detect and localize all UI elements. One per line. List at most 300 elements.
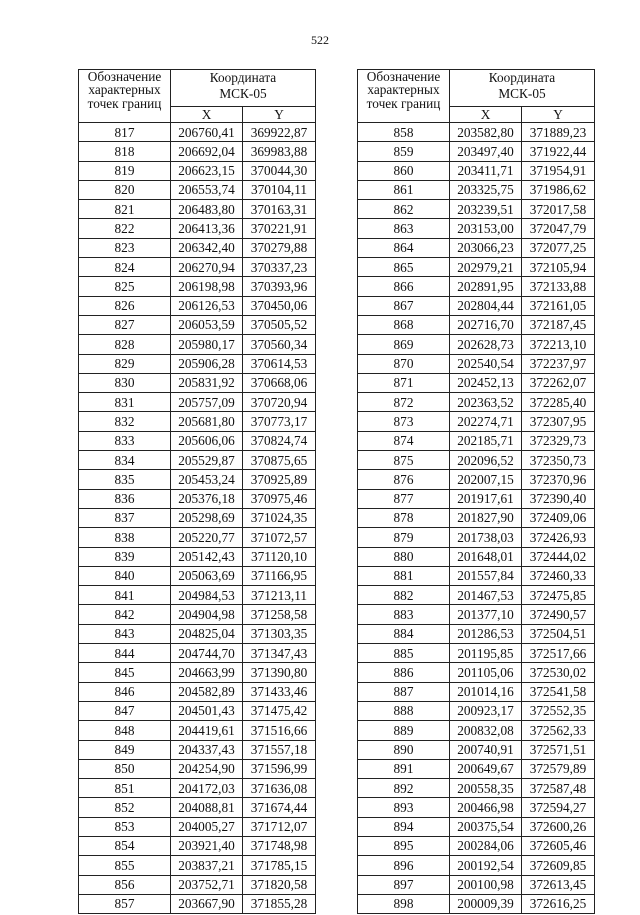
point-number-cell: 853 <box>79 817 171 836</box>
x-coordinate-cell: 202452,13 <box>450 373 522 392</box>
table-row <box>358 721 595 740</box>
y-coordinate-cell: 372541,58 <box>522 682 595 701</box>
y-coordinate-cell: 372562,33 <box>522 721 595 740</box>
x-coordinate-cell: 202185,71 <box>450 431 522 450</box>
x-coordinate-cell: 201014,16 <box>450 682 522 701</box>
x-coordinate-cell: 203239,51 <box>450 200 522 219</box>
point-number-cell: 874 <box>358 431 450 450</box>
y-coordinate-cell: 372571,51 <box>522 740 595 759</box>
point-number-cell: 868 <box>358 315 450 334</box>
point-number-cell: 825 <box>79 277 171 296</box>
x-coordinate-cell: 201557,84 <box>450 566 522 585</box>
table-row <box>358 894 595 913</box>
coordinate-system-header <box>450 70 595 107</box>
point-number-cell: 817 <box>79 123 171 142</box>
y-coordinate-cell: 371954,91 <box>522 161 595 180</box>
y-coordinate-cell: 370925,89 <box>243 470 316 489</box>
y-coordinate-cell: 372426,93 <box>522 528 595 547</box>
x-coordinate-cell: 204088,81 <box>171 798 243 817</box>
table-row <box>358 354 595 373</box>
table-row <box>79 161 316 180</box>
point-number-cell: 898 <box>358 894 450 913</box>
x-coordinate-cell: 205063,69 <box>171 566 243 585</box>
point-number-cell: 877 <box>358 489 450 508</box>
point-number-cell: 837 <box>79 508 171 527</box>
table-row <box>358 701 595 720</box>
point-number-cell: 881 <box>358 566 450 585</box>
x-coordinate-cell: 205831,92 <box>171 373 243 392</box>
x-coordinate-cell: 201377,10 <box>450 605 522 624</box>
x-coordinate-cell: 203752,71 <box>171 875 243 894</box>
table-row <box>79 779 316 798</box>
point-number-cell: 819 <box>79 161 171 180</box>
coord-title-line-1: Координата <box>209 70 277 85</box>
table-row <box>358 335 595 354</box>
x-coordinate-cell: 202891,95 <box>450 277 522 296</box>
y-coordinate-cell: 370104,11 <box>243 180 316 199</box>
y-coordinate-cell: 372460,33 <box>522 566 595 585</box>
y-coordinate-cell: 371820,58 <box>243 875 316 894</box>
x-coordinate-cell: 206692,04 <box>171 142 243 161</box>
x-coordinate-cell: 201738,03 <box>450 528 522 547</box>
x-coordinate-cell: 201467,53 <box>450 586 522 605</box>
x-coordinate-cell: 200375,54 <box>450 817 522 836</box>
point-number-cell: 824 <box>79 258 171 277</box>
point-number-cell: 890 <box>358 740 450 759</box>
x-coordinate-cell: 200649,67 <box>450 759 522 778</box>
table-row <box>79 142 316 161</box>
boundary-points-header <box>79 70 171 123</box>
x-coordinate-cell: 206198,98 <box>171 277 243 296</box>
table-row <box>358 219 595 238</box>
header-label-line-1: Обозначение <box>87 69 162 84</box>
x-coordinate-cell: 202096,52 <box>450 451 522 470</box>
table-row <box>358 277 595 296</box>
point-number-cell: 845 <box>79 663 171 682</box>
point-number-cell: 884 <box>358 624 450 643</box>
table-row <box>79 354 316 373</box>
table-row <box>79 836 316 855</box>
y-coordinate-cell: 372329,73 <box>522 431 595 450</box>
x-coordinate-cell: 200009,39 <box>450 894 522 913</box>
page-number: 522 <box>311 33 329 47</box>
point-number-cell: 885 <box>358 644 450 663</box>
x-coordinate-cell: 203411,71 <box>450 161 522 180</box>
y-coordinate-cell: 372390,40 <box>522 489 595 508</box>
y-coordinate-cell: 372047,79 <box>522 219 595 238</box>
right-table-body <box>358 123 595 914</box>
y-coordinate-cell: 371258,58 <box>243 605 316 624</box>
point-number-cell: 849 <box>79 740 171 759</box>
table-row <box>79 180 316 199</box>
x-coordinate-cell: 204744,70 <box>171 644 243 663</box>
table-row <box>79 489 316 508</box>
table-row <box>79 470 316 489</box>
y-coordinate-cell: 371166,95 <box>243 566 316 585</box>
y-coordinate-cell: 371024,35 <box>243 508 316 527</box>
point-number-cell: 857 <box>79 894 171 913</box>
table-row <box>79 740 316 759</box>
x-coordinate-cell: 200923,17 <box>450 701 522 720</box>
y-coordinate-cell: 371785,15 <box>243 856 316 875</box>
x-coordinate-cell: 202628,73 <box>450 335 522 354</box>
point-number-cell: 880 <box>358 547 450 566</box>
y-coordinate-cell: 370337,23 <box>243 258 316 277</box>
y-coordinate-cell: 369983,88 <box>243 142 316 161</box>
x-coordinate-cell: 206483,80 <box>171 200 243 219</box>
y-coordinate-cell: 371347,43 <box>243 644 316 663</box>
y-coordinate-cell: 372594,27 <box>522 798 595 817</box>
point-number-cell: 844 <box>79 644 171 663</box>
point-number-cell: 850 <box>79 759 171 778</box>
table-row <box>79 682 316 701</box>
point-number-cell: 840 <box>79 566 171 585</box>
point-number-cell: 838 <box>79 528 171 547</box>
point-number-cell: 866 <box>358 277 450 296</box>
y-coordinate-cell: 371636,08 <box>243 779 316 798</box>
point-number-cell: 869 <box>358 335 450 354</box>
point-number-cell: 892 <box>358 779 450 798</box>
table-row <box>358 663 595 682</box>
point-number-cell: 831 <box>79 393 171 412</box>
boundary-points-header <box>358 70 450 123</box>
x-coordinate-cell: 202007,15 <box>450 470 522 489</box>
x-coordinate-cell: 205606,06 <box>171 431 243 450</box>
y-coordinate-cell: 372187,45 <box>522 315 595 334</box>
point-number-cell: 846 <box>79 682 171 701</box>
point-number-cell: 826 <box>79 296 171 315</box>
y-coordinate-cell: 371475,42 <box>243 701 316 720</box>
point-number-cell: 886 <box>358 663 450 682</box>
y-coordinate-cell: 372307,95 <box>522 412 595 431</box>
x-coordinate-cell: 202716,70 <box>450 315 522 334</box>
coordinate-system-header <box>171 70 316 107</box>
coord-title-line-2: МСК-05 <box>219 86 267 101</box>
coord-title-line-2: МСК-05 <box>498 86 546 101</box>
header-label-line-1: Обозначение <box>366 69 441 84</box>
point-number-cell: 876 <box>358 470 450 489</box>
table-row <box>358 489 595 508</box>
y-coordinate-cell: 372237,97 <box>522 354 595 373</box>
y-coordinate-cell: 372444,02 <box>522 547 595 566</box>
table-row <box>358 779 595 798</box>
point-number-cell: 843 <box>79 624 171 643</box>
point-number-cell: 856 <box>79 875 171 894</box>
point-number-cell: 896 <box>358 856 450 875</box>
y-coordinate-cell: 371303,35 <box>243 624 316 643</box>
x-coordinate-cell: 206760,41 <box>171 123 243 142</box>
y-coordinate-cell: 372616,25 <box>522 894 595 913</box>
y-coordinate-cell: 372587,48 <box>522 779 595 798</box>
header-label-line-3: точек границ <box>87 95 162 111</box>
x-coordinate-cell: 203325,75 <box>450 180 522 199</box>
table-row <box>79 200 316 219</box>
x-coordinate-cell: 204501,43 <box>171 701 243 720</box>
x-coordinate-cell: 205906,28 <box>171 354 243 373</box>
y-coordinate-cell: 372490,57 <box>522 605 595 624</box>
table-row <box>358 682 595 701</box>
coordinates-table-right <box>357 69 595 914</box>
y-column-header: Y <box>522 107 595 123</box>
y-coordinate-cell: 372600,26 <box>522 817 595 836</box>
y-coordinate-cell: 372133,88 <box>522 277 595 296</box>
table-row <box>358 624 595 643</box>
y-coordinate-cell: 372161,05 <box>522 296 595 315</box>
table-row <box>79 624 316 643</box>
y-coordinate-cell: 371922,44 <box>522 142 595 161</box>
left-table-body <box>79 123 316 914</box>
table-row <box>79 393 316 412</box>
y-coordinate-cell: 371213,11 <box>243 586 316 605</box>
point-number-cell: 835 <box>79 470 171 489</box>
y-coordinate-cell: 370044,30 <box>243 161 316 180</box>
x-coordinate-cell: 200100,98 <box>450 875 522 894</box>
x-column-header: X <box>450 107 522 123</box>
y-coordinate-cell: 371986,62 <box>522 180 595 199</box>
x-coordinate-cell: 204904,98 <box>171 605 243 624</box>
x-coordinate-cell: 204663,99 <box>171 663 243 682</box>
x-column-header: X <box>171 107 243 123</box>
point-number-cell: 818 <box>79 142 171 161</box>
point-number-cell: 894 <box>358 817 450 836</box>
table-row <box>79 798 316 817</box>
table-row <box>79 701 316 720</box>
y-coordinate-cell: 371390,80 <box>243 663 316 682</box>
table-row <box>79 528 316 547</box>
point-number-cell: 870 <box>358 354 450 373</box>
table-row <box>79 219 316 238</box>
table-row <box>358 451 595 470</box>
point-number-cell: 854 <box>79 836 171 855</box>
y-coordinate-cell: 371674,44 <box>243 798 316 817</box>
table-row <box>358 740 595 759</box>
x-coordinate-cell: 202363,52 <box>450 393 522 412</box>
point-number-cell: 848 <box>79 721 171 740</box>
point-number-cell: 829 <box>79 354 171 373</box>
x-coordinate-cell: 206553,74 <box>171 180 243 199</box>
x-coordinate-cell: 201827,90 <box>450 508 522 527</box>
point-number-cell: 864 <box>358 238 450 257</box>
point-number-cell: 867 <box>358 296 450 315</box>
table-row <box>358 836 595 855</box>
point-number-cell: 873 <box>358 412 450 431</box>
table-row <box>358 470 595 489</box>
x-coordinate-cell: 204582,89 <box>171 682 243 701</box>
table-row <box>79 586 316 605</box>
table-row <box>79 856 316 875</box>
y-coordinate-cell: 371516,66 <box>243 721 316 740</box>
x-coordinate-cell: 203667,90 <box>171 894 243 913</box>
table-row <box>358 528 595 547</box>
y-coordinate-cell: 371889,23 <box>522 123 595 142</box>
point-number-cell: 875 <box>358 451 450 470</box>
x-coordinate-cell: 205142,43 <box>171 547 243 566</box>
x-coordinate-cell: 200284,06 <box>450 836 522 855</box>
point-number-cell: 872 <box>358 393 450 412</box>
point-number-cell: 895 <box>358 836 450 855</box>
point-number-cell: 879 <box>358 528 450 547</box>
x-coordinate-cell: 206623,15 <box>171 161 243 180</box>
table-row <box>358 161 595 180</box>
point-number-cell: 839 <box>79 547 171 566</box>
table-row <box>79 296 316 315</box>
x-coordinate-cell: 204254,90 <box>171 759 243 778</box>
table-row <box>79 315 316 334</box>
x-coordinate-cell: 206413,36 <box>171 219 243 238</box>
x-coordinate-cell: 202540,54 <box>450 354 522 373</box>
table-row <box>358 644 595 663</box>
y-coordinate-cell: 370505,52 <box>243 315 316 334</box>
table-row <box>79 431 316 450</box>
table-row <box>358 238 595 257</box>
x-coordinate-cell: 200192,54 <box>450 856 522 875</box>
table-row <box>79 817 316 836</box>
y-coordinate-cell: 369922,87 <box>243 123 316 142</box>
x-coordinate-cell: 206270,94 <box>171 258 243 277</box>
point-number-cell: 893 <box>358 798 450 817</box>
x-coordinate-cell: 200740,91 <box>450 740 522 759</box>
point-number-cell: 862 <box>358 200 450 219</box>
point-number-cell: 820 <box>79 180 171 199</box>
x-coordinate-cell: 205681,80 <box>171 412 243 431</box>
table-row <box>358 412 595 431</box>
table-row <box>358 798 595 817</box>
table-row <box>358 566 595 585</box>
point-number-cell: 889 <box>358 721 450 740</box>
point-number-cell: 865 <box>358 258 450 277</box>
table-row <box>79 644 316 663</box>
y-coordinate-cell: 371596,99 <box>243 759 316 778</box>
table-row <box>358 856 595 875</box>
y-coordinate-cell: 370773,17 <box>243 412 316 431</box>
x-coordinate-cell: 205529,87 <box>171 451 243 470</box>
x-coordinate-cell: 202979,21 <box>450 258 522 277</box>
table-row <box>79 258 316 277</box>
table-row <box>79 412 316 431</box>
table-row <box>358 393 595 412</box>
point-number-cell: 852 <box>79 798 171 817</box>
x-coordinate-cell: 202804,44 <box>450 296 522 315</box>
table-row <box>79 123 316 142</box>
point-number-cell: 878 <box>358 508 450 527</box>
table-row <box>79 335 316 354</box>
table-row <box>79 875 316 894</box>
table-row <box>358 315 595 334</box>
y-coordinate-cell: 370824,74 <box>243 431 316 450</box>
table-row <box>358 759 595 778</box>
y-coordinate-cell: 372552,35 <box>522 701 595 720</box>
y-coordinate-cell: 371433,46 <box>243 682 316 701</box>
table-row <box>358 142 595 161</box>
x-coordinate-cell: 203582,80 <box>450 123 522 142</box>
x-coordinate-cell: 202274,71 <box>450 412 522 431</box>
x-coordinate-cell: 200832,08 <box>450 721 522 740</box>
y-coordinate-cell: 371120,10 <box>243 547 316 566</box>
table-row <box>358 180 595 199</box>
y-coordinate-cell: 371557,18 <box>243 740 316 759</box>
table-row <box>358 200 595 219</box>
point-number-cell: 834 <box>79 451 171 470</box>
table-row <box>358 875 595 894</box>
y-coordinate-cell: 370393,96 <box>243 277 316 296</box>
table-row <box>79 373 316 392</box>
point-number-cell: 882 <box>358 586 450 605</box>
table-row <box>358 431 595 450</box>
y-coordinate-cell: 372077,25 <box>522 238 595 257</box>
coord-title-line-1: Координата <box>488 70 556 85</box>
point-number-cell: 861 <box>358 180 450 199</box>
table-row <box>79 663 316 682</box>
header-label-line-3: точек границ <box>366 95 441 111</box>
x-coordinate-cell: 205220,77 <box>171 528 243 547</box>
point-number-cell: 847 <box>79 701 171 720</box>
y-coordinate-cell: 372605,46 <box>522 836 595 855</box>
y-coordinate-cell: 372504,51 <box>522 624 595 643</box>
x-coordinate-cell: 200558,35 <box>450 779 522 798</box>
y-coordinate-cell: 372475,85 <box>522 586 595 605</box>
table-row <box>358 605 595 624</box>
table-row <box>79 277 316 296</box>
y-coordinate-cell: 370163,31 <box>243 200 316 219</box>
x-coordinate-cell: 204825,04 <box>171 624 243 643</box>
x-coordinate-cell: 205980,17 <box>171 335 243 354</box>
point-number-cell: 897 <box>358 875 450 894</box>
table-row <box>358 547 595 566</box>
x-coordinate-cell: 205376,18 <box>171 489 243 508</box>
x-coordinate-cell: 206342,40 <box>171 238 243 257</box>
y-coordinate-cell: 370720,94 <box>243 393 316 412</box>
point-number-cell: 851 <box>79 779 171 798</box>
y-coordinate-cell: 371712,07 <box>243 817 316 836</box>
x-coordinate-cell: 206053,59 <box>171 315 243 334</box>
x-coordinate-cell: 206126,53 <box>171 296 243 315</box>
x-coordinate-cell: 203497,40 <box>450 142 522 161</box>
y-coordinate-cell: 372613,45 <box>522 875 595 894</box>
x-coordinate-cell: 203066,23 <box>450 238 522 257</box>
table-row <box>79 759 316 778</box>
table-row <box>79 894 316 913</box>
point-number-cell: 855 <box>79 856 171 875</box>
y-coordinate-cell: 372409,06 <box>522 508 595 527</box>
table-row <box>358 508 595 527</box>
y-coordinate-cell: 372017,58 <box>522 200 595 219</box>
x-coordinate-cell: 201195,85 <box>450 644 522 663</box>
header-label-line-2: характерных <box>88 82 161 98</box>
x-coordinate-cell: 201286,53 <box>450 624 522 643</box>
y-coordinate-cell: 370614,53 <box>243 354 316 373</box>
table-row <box>358 586 595 605</box>
y-coordinate-cell: 370560,34 <box>243 335 316 354</box>
y-coordinate-cell: 372517,66 <box>522 644 595 663</box>
point-number-cell: 828 <box>79 335 171 354</box>
point-number-cell: 863 <box>358 219 450 238</box>
point-number-cell: 859 <box>358 142 450 161</box>
x-coordinate-cell: 205298,69 <box>171 508 243 527</box>
table-row <box>79 547 316 566</box>
x-coordinate-cell: 204984,53 <box>171 586 243 605</box>
point-number-cell: 832 <box>79 412 171 431</box>
y-coordinate-cell: 372213,10 <box>522 335 595 354</box>
point-number-cell: 891 <box>358 759 450 778</box>
y-coordinate-cell: 372609,85 <box>522 856 595 875</box>
table-row <box>358 373 595 392</box>
y-coordinate-cell: 370450,06 <box>243 296 316 315</box>
y-coordinate-cell: 370975,46 <box>243 489 316 508</box>
table-row <box>79 566 316 585</box>
y-coordinate-cell: 372579,89 <box>522 759 595 778</box>
point-number-cell: 836 <box>79 489 171 508</box>
y-coordinate-cell: 370875,65 <box>243 451 316 470</box>
